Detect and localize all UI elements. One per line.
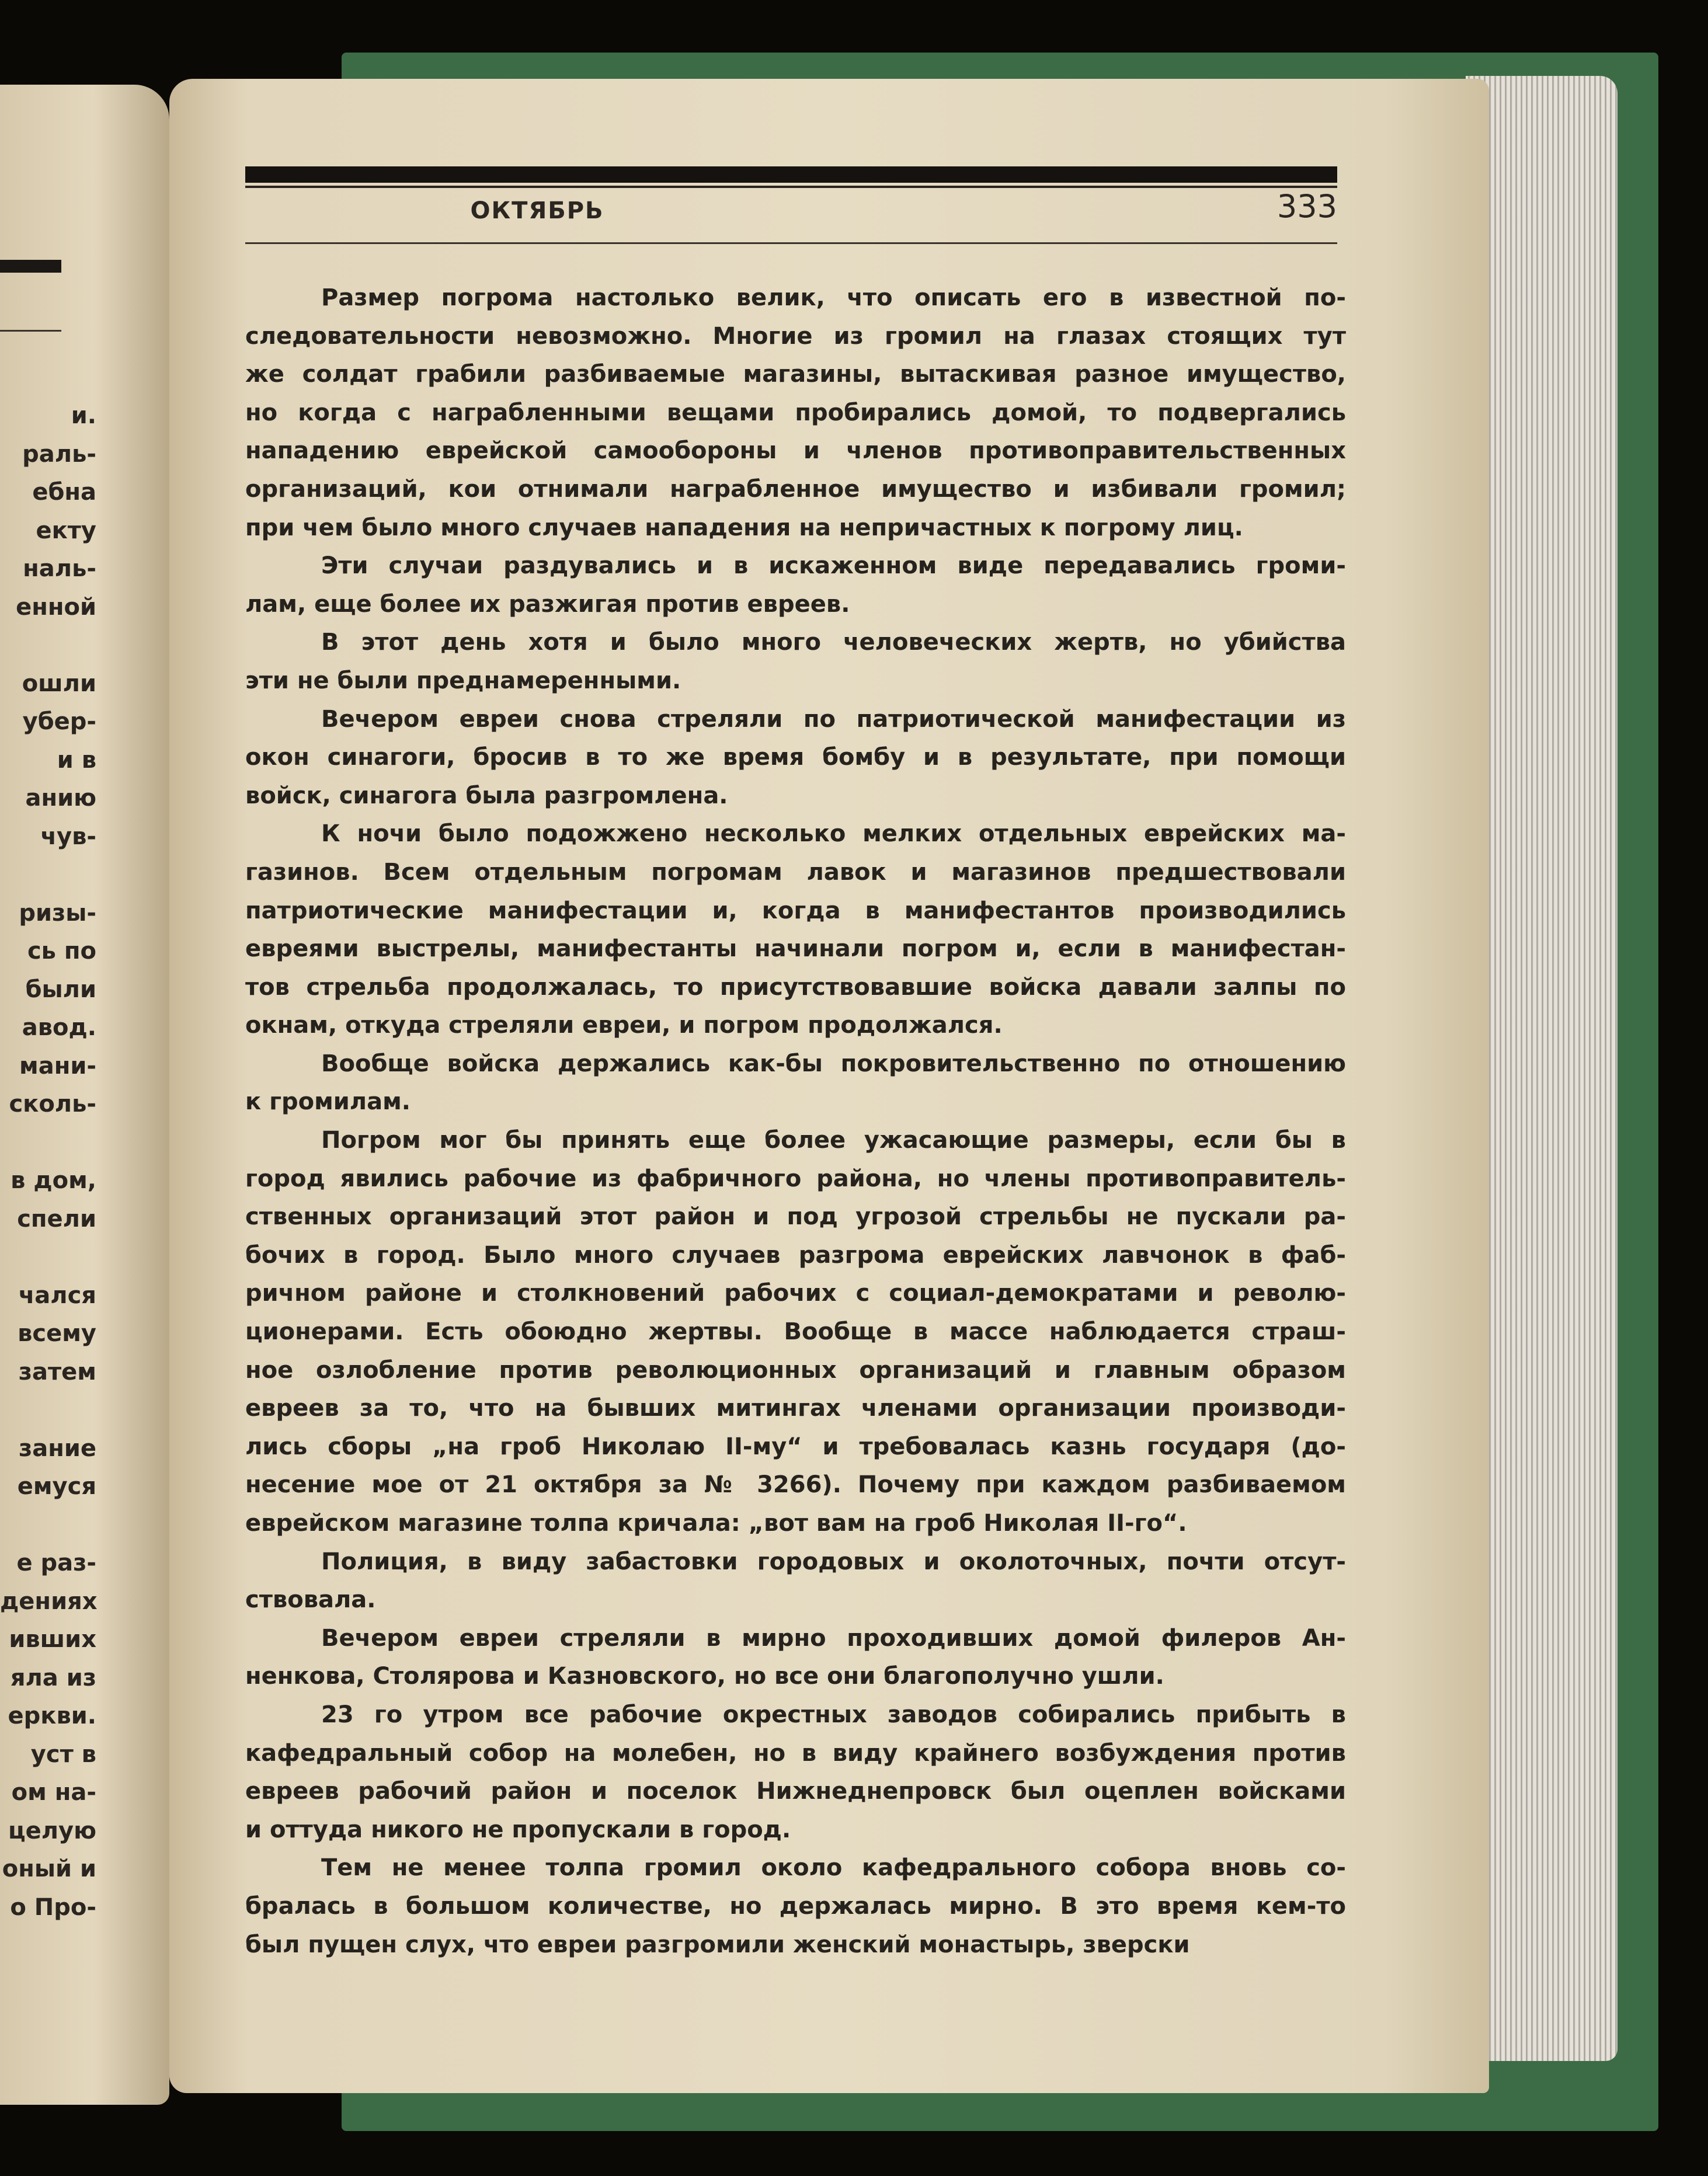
left-page-line — [0, 1124, 96, 1162]
header-rule-thick — [245, 166, 1337, 183]
text-line: Полиция, в виду забастовки городовых и околоточных, почти отсут- — [321, 1548, 1346, 1575]
text-line: нападению еврейской самообороны и членов противоправительственных — [245, 437, 1346, 465]
left-page-line — [0, 856, 96, 894]
text-line: тов стрельба продолжалась, то присутствовавшие войска давали залпы по — [245, 973, 1346, 1001]
text-line: ционерами. Есть обоюдно жертвы. Вообще в массе наблюдается страш- — [245, 1318, 1346, 1346]
text-line: организаций, кои отнимали награбленное имущество и избивали громил; — [245, 475, 1346, 503]
left-page-line: сколь- — [9, 1091, 96, 1117]
left-page-line: убер- — [22, 708, 96, 735]
paragraph — [245, 624, 1346, 700]
paragraph — [245, 1045, 1346, 1122]
paragraph — [245, 1696, 1346, 1849]
page-number: 333 — [1276, 188, 1337, 225]
text-line: при чем было много случаев нападения на непричастных к погрому лиц. — [245, 514, 1243, 541]
left-page-line: ризы- — [19, 899, 96, 927]
text-line: и оттуда никого не пропускали в город. — [245, 1816, 791, 1843]
text-line: Эти случаи раздувались и в искаженном виде передавались громи- — [321, 552, 1346, 580]
left-page-line: екту — [36, 517, 96, 544]
text-line: Тем не менее толпа громил около кафедрального собора вновь со- — [321, 1854, 1346, 1882]
left-page-line: были — [25, 976, 96, 1003]
text-line: Вообще войска держались как-бы покровительственно по отношению — [321, 1050, 1346, 1077]
left-page-line: дениях — [0, 1587, 98, 1615]
paragraph — [245, 1620, 1346, 1696]
text-line: газинов. Всем отдельным погромам лавок и магазинов предшествовали — [245, 858, 1346, 886]
running-head: ОКТЯБРЬ — [470, 197, 604, 224]
left-page-line: всему — [18, 1320, 96, 1347]
text-line: К ночи было подожжено несколько мелких отдельных еврейских ма- — [321, 820, 1346, 848]
paragraph — [245, 547, 1346, 624]
left-page-line — [0, 1391, 96, 1430]
paragraph — [245, 1122, 1346, 1543]
text-line: лам, еще более их разжигая против евреев. — [245, 590, 850, 618]
left-page-line: анию — [25, 785, 96, 812]
text-line: окон синагоги, бросив в то же время бомбу и в результате, при помощи — [245, 744, 1346, 771]
left-page-line: целую — [8, 1817, 96, 1844]
left-page-line: спели — [17, 1205, 96, 1233]
text-line: ненкова, Столярова и Казновского, но все они благополучно ушли. — [245, 1663, 1164, 1690]
text-line: 23 го утром все рабочие окрестных заводов собирались прибыть в — [321, 1701, 1346, 1728]
left-page-line: в дом, — [11, 1167, 96, 1194]
text-line: войск, синагога была разгромлена. — [245, 782, 728, 809]
paragraph — [245, 815, 1346, 1045]
text-line: В этот день хотя и было много человеческих жертв, но убийства — [321, 629, 1346, 656]
left-page-line: оный и — [2, 1855, 96, 1882]
left-page-line: яла из — [10, 1664, 96, 1691]
left-page-line: емуся — [17, 1473, 96, 1500]
left-page-line: и. — [71, 402, 96, 429]
text-line: евреев рабочий район и поселок Нижнеднепровск был оцеплен войсками — [245, 1778, 1346, 1805]
text-line: эти не были преднамеренными. — [245, 667, 681, 694]
left-page-line: ивших — [9, 1626, 96, 1653]
left-page-line: еркви. — [8, 1702, 96, 1729]
text-line: Вечером евреи снова стреляли по патриотической манифестации из — [321, 705, 1346, 733]
text-line: следовательности невозможно. Многие из громил на глазах стоящих тут — [245, 322, 1346, 350]
paragraph — [245, 279, 1346, 547]
left-page-line: ебна — [32, 479, 96, 506]
text-line: бралась в большом количестве, но держалась мирно. В это время кем-то — [245, 1892, 1346, 1920]
header-rule-thin — [245, 242, 1337, 244]
left-page-line: енной — [16, 593, 96, 621]
left-page-line: мани- — [19, 1052, 96, 1080]
body-text — [245, 279, 1346, 1964]
left-page-line: сь по — [27, 938, 96, 965]
text-line: же солдат грабили разбиваемые магазины, вытаскивая разное имущество, — [245, 361, 1346, 388]
text-line: Вечером евреи стреляли в мирно проходивших домой филеров Ан- — [321, 1624, 1346, 1652]
text-line: евреями выстрелы, манифестанты начинали погром и, если в манифестан- — [245, 935, 1346, 963]
header-rule-double — [245, 186, 1337, 188]
left-page-line: зание — [18, 1435, 96, 1462]
text-line: кафедральный собор на молебен, но в виду крайнего возбуждения против — [245, 1739, 1346, 1767]
text-line: несение мое от 21 октября за № 3266). Почему при каждом разбиваемом — [245, 1471, 1346, 1499]
left-page-line — [0, 1238, 96, 1277]
left-page-line: и в — [57, 746, 96, 774]
text-line: патриотические манифестации и, когда в манифестантов производились — [245, 897, 1346, 924]
text-line: к громилам. — [245, 1088, 411, 1116]
paragraph — [245, 1543, 1346, 1620]
left-page-line — [0, 626, 96, 665]
text-line: но когда с награбленными вещами пробирались домой, то подвергались — [245, 399, 1346, 426]
left-page — [0, 85, 169, 2105]
text-line: Погром мог бы принять еще более ужасающие размеры, если бы в — [321, 1127, 1346, 1154]
left-page-thin-rule — [0, 330, 61, 332]
text-line: ное озлобление против революционных организаций и главным образом — [245, 1356, 1346, 1384]
left-page-header-rule — [0, 260, 61, 273]
text-line: город явились рабочие из фабричного района, но члены противоправитель- — [245, 1165, 1346, 1192]
left-page-text-fragments — [0, 397, 96, 1927]
left-page-line: уст в — [30, 1740, 96, 1768]
left-page-line: авод. — [22, 1014, 96, 1041]
paragraph — [245, 701, 1346, 816]
text-line: бочих в город. Было много случаев разгрома еврейских лавчонок в фаб- — [245, 1241, 1346, 1269]
text-line: Размер погрома настолько велик, что описать его в известной по- — [321, 284, 1346, 311]
text-line: был пущен слух, что евреи разгромили женский монастырь, зверски — [245, 1931, 1190, 1958]
left-page-line: чался — [18, 1282, 96, 1309]
left-page-line: раль- — [22, 440, 96, 468]
paragraph — [245, 1849, 1346, 1964]
text-line: еврейском магазине толпа кричала: „вот вам на гроб Николая II-го“. — [245, 1510, 1187, 1537]
text-line: ствовала. — [245, 1586, 376, 1614]
left-page-line: затем — [18, 1358, 96, 1385]
text-line: евреев за то, что на бывших митингах членами организации производи- — [245, 1395, 1346, 1422]
left-page-line: чув- — [40, 823, 96, 850]
text-line: ричном районе и столкновений рабочих с социал-демократами и револю- — [245, 1280, 1346, 1307]
left-page-line — [0, 1506, 96, 1545]
left-page-line: о Про- — [10, 1893, 96, 1921]
text-line: лись сборы „на гроб Николаю II-му“ и требовалась казнь государя (до- — [245, 1433, 1346, 1460]
text-line: окнам, откуда стреляли евреи, и погром продолжался. — [245, 1012, 1003, 1039]
left-page-line: ошли — [22, 670, 96, 697]
text-line: ственных организаций этот район и под угрозой стрельбы не пускали ра- — [245, 1203, 1346, 1231]
left-page-line: е раз- — [16, 1550, 96, 1576]
left-page-line: наль- — [23, 555, 96, 582]
left-page-line: ом на- — [11, 1779, 96, 1806]
